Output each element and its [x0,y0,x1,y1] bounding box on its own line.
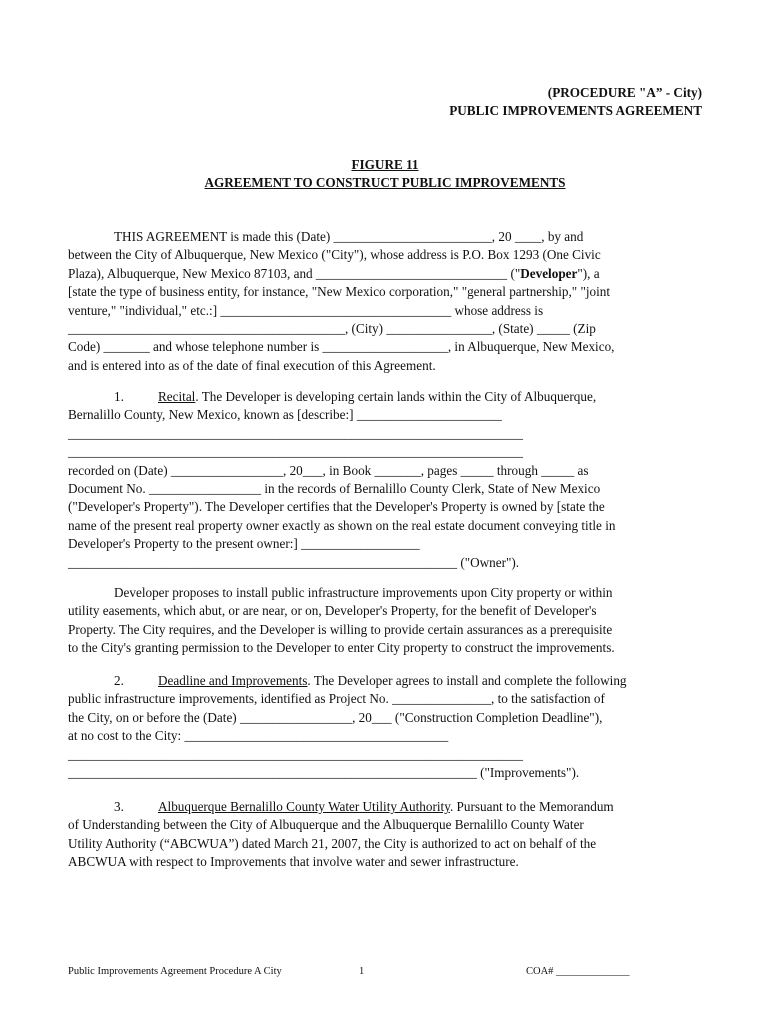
paragraph-line: Property. The City requires, and the Developer is willing to provide certain assurances as a prerequisite [68,621,613,637]
intro-text: "), a [577,265,600,281]
intro-line: venture," "individual," etc.:] ___________________________________ whose address is [68,302,544,318]
section-heading: Deadline and Improvements [158,673,308,688]
section-line: ABCWUA with respect to Improvements that involve water and sewer infrastructure. [68,854,519,870]
paragraph-line: to the City's granting permission to the Developer to enter City property to construct the improvements. [68,640,615,656]
blank-line: _____________________________________________________________________ [68,425,523,441]
intro-line: [state the type of business entity, for instance, "New Mexico corporation," "general partnership," "joint [68,284,611,300]
section-abcwua [68,798,708,872]
agreement-title: PUBLIC IMPROVEMENTS AGREEMENT [449,103,702,118]
section-heading: Recital [158,389,196,404]
footer-document-name: Public Improvements Agreement Procedure A City [68,966,282,977]
section-line: at no cost to the City: ________________________________________ [68,728,449,744]
section-line: ___________________________________________________________ ("Owner"). [68,554,520,570]
paragraph-line: utility easements, which abut, or are near, or on, Developer's Property, for the benefit of Developer's [68,603,597,619]
section-number: 3. [114,799,124,814]
section-line: name of the present real property owner exactly as shown on the real estate document conveying title in [68,517,616,533]
section-line: . The Developer is developing certain lands within the City of Albuquerque, [195,389,597,404]
figure-label: FIGURE 11 [351,157,419,172]
intro-line: and is entered into as of the date of final execution of this Agreement. [68,357,436,373]
intro-paragraph [68,228,708,375]
figure-title: AGREEMENT TO CONSTRUCT PUBLIC IMPROVEMENTS [204,175,566,190]
section-line: of Understanding between the City of Albuquerque and the Albuquerque Bernalillo County Water [68,817,584,833]
footer-coa-number: COA# ______________ [526,966,630,977]
section-line: Utility Authority (“ABCWUA”) dated March 21, 2007, the City is authorized to act on behalf of the [68,835,597,851]
blank-line: _____________________________________________________________________ [68,444,523,460]
intro-line: Code) _______ and whose telephone number is ___________________, in Albuquerque, New Mexico, [68,339,615,355]
intro-text: Plaza), Albuquerque, New Mexico 87103, and _____________________________ (" [68,265,521,281]
document-header [449,84,702,120]
section-line: the City, on or before the (Date) _________________, 20___ ("Construction Completion Deadline"), [68,709,603,725]
intro-line [68,265,708,283]
developer-term: Developer [520,265,578,281]
section-line: Document No. _________________ in the records of Bernalillo County Clerk, State of New Mexico [68,481,601,497]
section-line: Developer's Property to the present owner:] __________________ [68,536,420,552]
section-line: . Pursuant to the Memorandum [449,799,614,814]
figure-heading [0,156,770,192]
section-line: public infrastructure improvements, identified as Project No. _______________, to the satisfaction of [68,691,605,707]
section-line: . The Developer agrees to install and complete the following [307,673,627,688]
paragraph-line: Developer proposes to install public infrastructure improvements upon City property or within [114,585,613,600]
section-number: 1. [114,389,124,404]
section-line: ______________________________________________________________ ("Improvements"). [68,765,580,781]
section-line: recorded on (Date) _________________, 20___, in Book _______, pages _____ through _____ as [68,462,589,478]
section-line: ("Developer's Property"). The Developer certifies that the Developer's Property is owned by [state the [68,499,605,515]
intro-line: THIS AGREEMENT is made this (Date) ________________________, 20 ____, by and [114,229,584,244]
procedure-label: (PROCEDURE "A” - City) [547,85,702,100]
paragraph-proposal [68,584,708,658]
section-heading: Albuquerque Bernalillo County Water Utility Authority [158,799,450,814]
intro-line: __________________________________________, (City) ________________, (State) _____ (Zip [68,321,596,337]
section-recital [68,388,708,572]
intro-line: between the City of Albuquerque, New Mexico ("City"), whose address is P.O. Box 1293 (One Civic [68,247,601,263]
section-line: Bernalillo County, New Mexico, known as [describe:] ______________________ [68,407,502,423]
blank-line: _____________________________________________________________________ [68,746,523,762]
section-number: 2. [114,673,124,688]
footer-page-number: 1 [359,966,365,977]
section-deadline [68,672,708,782]
